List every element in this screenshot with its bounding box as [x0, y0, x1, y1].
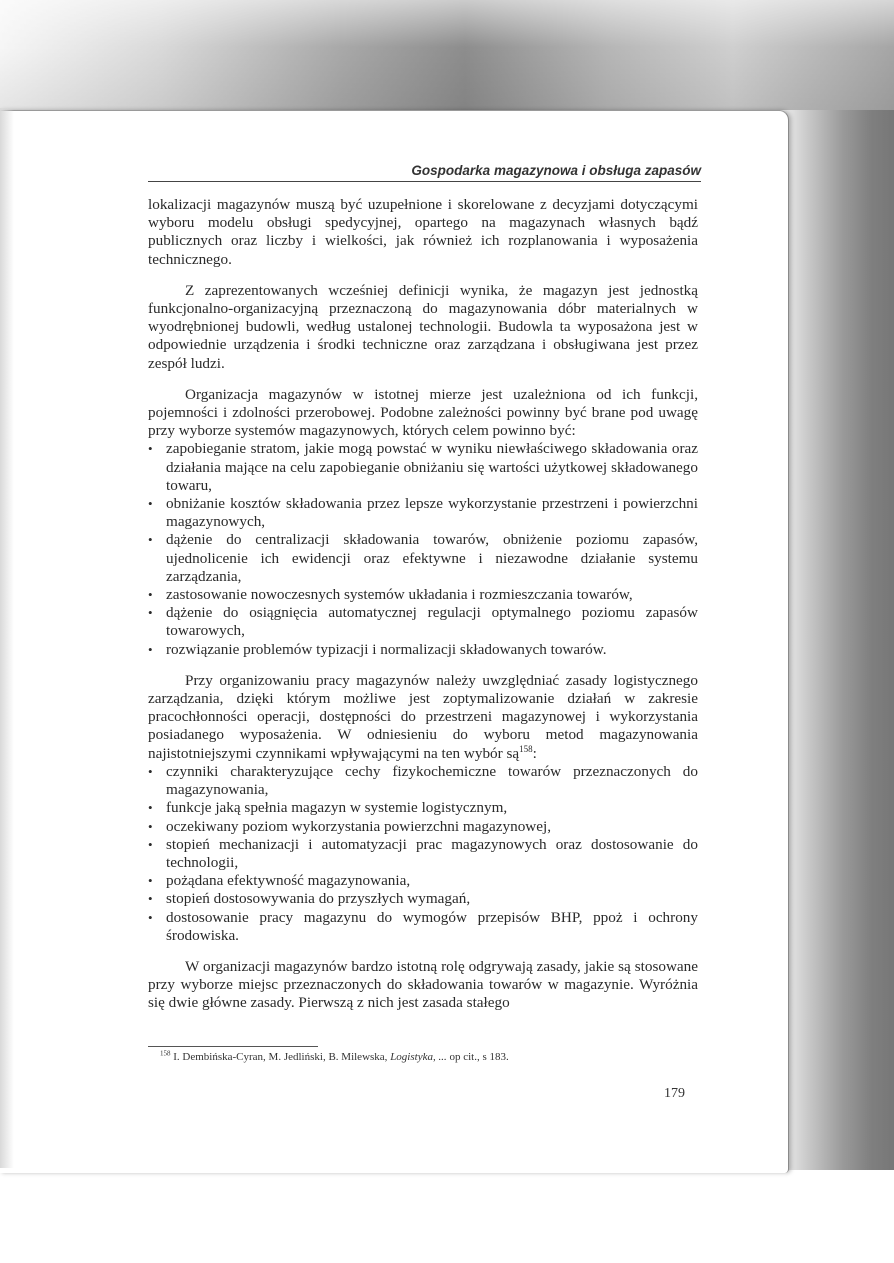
list-item: • zastosowanie nowoczesnych systemów układania i rozmieszczania towarów, — [148, 586, 633, 604]
paragraph-4: Przy organizowaniu pracy magazynów należy uwzględniać zasady logistycznego zarządzania, dzięki którym możliwe jest zoptymalizowanie działań w zakresie pracochłonności operacji, dostępności do przestrzeni magazynowej i wykorzystania posiadanego wyposażenia. W odniesieniu do wyboru metod magazynowania najistotniejszymi czynnikami wpływającymi na ten wybór $są^{158}$: — [148, 671, 698, 762]
list-item: • dążenie do osiągnięcia automatycznej regulacji optymalnego poziomu zapasów towarowych, — [148, 604, 698, 640]
footnote-rule — [148, 1046, 318, 1047]
page-number: 179 — [664, 1086, 685, 1101]
footnote-title: Logistyka, ... — [390, 1051, 447, 1063]
bullet-icon: • — [148, 800, 153, 816]
running-head: Gospodarka magazynowa i obsługa zapasów — [411, 163, 701, 178]
bullet-icon: • — [148, 909, 153, 925]
footnote-reference[interactable]: 158 — [519, 743, 533, 754]
bullet-icon: • — [148, 891, 153, 907]
list-item: • pożądana efektywność magazynowania, — [148, 872, 411, 890]
bullet-icon: • — [148, 532, 153, 548]
footnote-number: 158 — [160, 1049, 171, 1058]
bullet-icon: • — [148, 763, 153, 779]
list-item: • dostosowanie pracy magazynu do wymogów przepisów BHP, ppoż i ochrony środowiska. — [148, 908, 698, 944]
bullet-icon: • — [148, 873, 153, 889]
list-item: • czynniki charakteryzujące cechy fizykochemiczne towarów przeznaczonych do magazynowania, — [148, 762, 698, 799]
page-content — [148, 163, 701, 1013]
bullet-icon: • — [148, 818, 153, 834]
list-item: • obniżanie kosztów składowania przez lepsze wykorzystanie przestrzeni i powierzchni magazynowych, — [148, 495, 698, 531]
goals-list — [148, 440, 698, 658]
list-item: • stopień mechanizacji i automatyzacji prac magazynowych oraz dostosowanie do technologii, — [148, 835, 698, 871]
bullet-icon: • — [148, 605, 153, 621]
bullet-icon: • — [148, 641, 153, 657]
bullet-icon: • — [148, 836, 153, 852]
list-item: • rozwiązanie problemów typizacji i normalizacji składowanych towarów. — [148, 640, 607, 658]
list-item: • stopień dostosowywania do przyszłych wymagań, — [148, 890, 471, 908]
paragraph-3: Organizacja magazynów w istotnej mierze jest uzależniona od ich funkcji, pojemności i zdolności przerobowej. Podobne zależności powinny być brane pod uwagę przy wyborze systemów magazynowych, których celem powinno być: — [148, 385, 698, 440]
scan-left-shadow — [0, 108, 14, 1168]
paragraph-1: lokalizacji magazynów muszą być uzupełnione i skorelowane z decyzjami dotyczącymi wyboru modelu obsługi spedycyjnej, opartego na magazynach własnych bądź publicznych oraz liczby i wielkości, jak również ich rozplanowania i wyposażenia technicznego. — [148, 196, 698, 268]
paragraph-5: W organizacji magazynów bardzo istotną rolę odgrywają zasady, jakie są stosowane przy wyborze miejsc przeznaczonych do składowania towarów w magazynie. Wyróżnia się dwie główne zasady. Pierwszą z nich jest zasada stałego — [148, 957, 698, 1012]
scan-background-right — [780, 110, 894, 1170]
bullet-icon: • — [148, 496, 153, 512]
footnote: $^{158}$ I. Dembińska-Cyran, M. Jedliński, B. Milewska, Logistyka, ... op cit., s 183. — [160, 1049, 509, 1063]
bullet-icon: • — [148, 441, 153, 457]
list-item: • funkcje jaką spełnia magazyn w systemie logistycznym, — [148, 799, 508, 817]
list-item: • oczekiwany poziom wykorzystania powierzchni magazynowej, — [148, 817, 552, 835]
bullet-icon: • — [148, 587, 153, 603]
list-item: • zapobieganie stratom, jakie mogą powstać w wyniku niewłaściwego składowania oraz działania mające na celu zapobieganie obniżaniu się wartości użytkowej składowanego towaru, — [148, 440, 698, 494]
scan-background-top — [0, 0, 894, 118]
header-rule — [148, 181, 701, 182]
factors-list — [148, 763, 698, 945]
list-item: • dążenie do centralizacji składowania towarów, obniżenie poziomu zapasów, ujednolicenie ich ewidencji oraz efektywne i niezawodne działanie systemu zarządzania, — [148, 531, 698, 585]
paragraph-2: Z zaprezentowanych wcześniej definicji wynika, że magazyn jest jednostką funkcjonalno-organizacyjną przeznaczoną do magazynowania dóbr materialnych w wyodrębnionej budowli, według ustalonej technologii. Budowla ta wyposażona jest w odpowiednie urządzenia i środki techniczne oraz zarządzana i obsługiwana jest przez zespół ludzi. — [148, 281, 698, 372]
